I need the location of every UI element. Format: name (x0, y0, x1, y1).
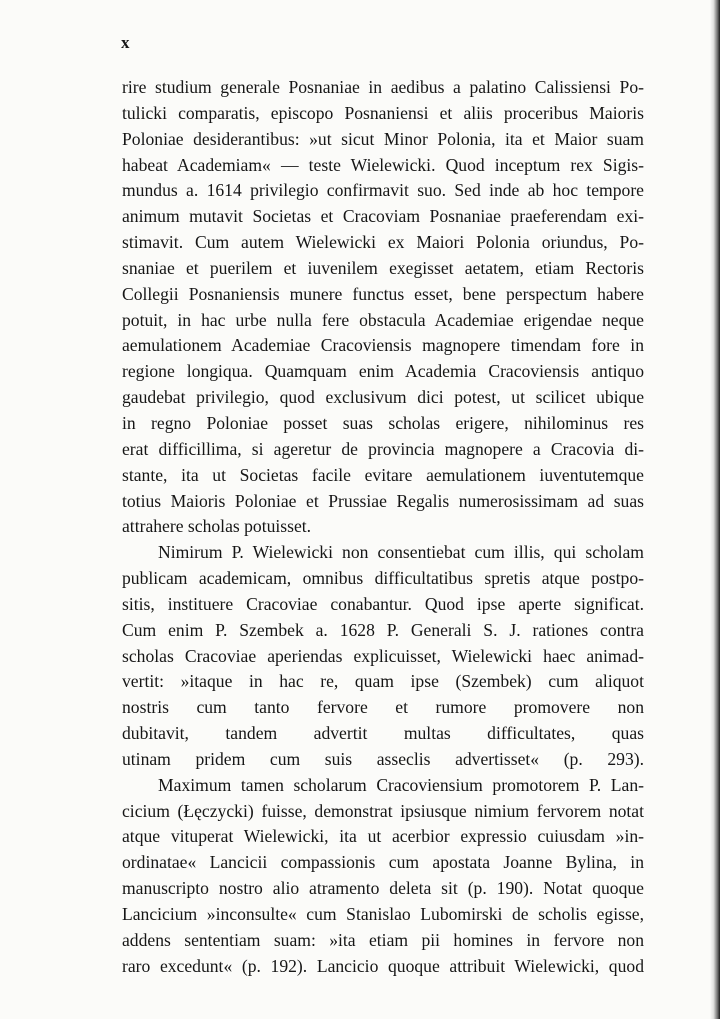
text-line: sitis, instituere Cracoviae conabantur. Quod ipse aperte significat. (122, 593, 644, 614)
text-line: ordinatae« Lancicii compassionis cum apostata Joanne Bylina, in (122, 852, 644, 873)
text-line: manuscripto nostro alio atramento deleta sit (p. 190). Notat quoque (122, 878, 644, 899)
text-line: nostris cum tanto fervore et rumore promovere non (122, 697, 644, 718)
text-line: mundus a. 1614 privilegio confirmavit suo. Sed inde ab hoc tempore (122, 180, 644, 201)
text-line: Poloniae desiderantibus: »ut sicut Minor Polonia, ita et Maior suam (122, 128, 644, 149)
page-number: x (121, 33, 131, 52)
paragraph-end-line: utinam pridem cum suis asseclis advertisset« (p. 293). (122, 748, 644, 769)
text-line: totius Maioris Poloniae et Prussiae Regalis numerosissimam ad suas (122, 490, 644, 511)
text-line: potuit, in hac urbe nulla fere obstacula Academiae erigendae neque (122, 309, 644, 330)
text-line: regione longiqua. Quamquam enim Academia Cracoviensis antiquo (122, 361, 644, 382)
text-line: snaniae et puerilem et iuvenilem exegisset aetatem, etiam Rectoris (122, 257, 644, 278)
text-line: raro excedunt« (p. 192). Lancicio quoque attribuit Wielewicki, quod (122, 955, 644, 976)
text-line: rire studium generale Posnaniae in aedibus a palatino Calissiensi Po- (122, 77, 644, 97)
paragraph-first-line: Maximum tamen scholarum Cracoviensium promotorem P. Lan- (158, 774, 644, 795)
text-line: animum mutavit Societas et Cracoviam Posnaniae praeferendam exi- (122, 206, 644, 227)
text-line: Lancicium »inconsulte« cum Stanislao Lubomirski de scholis egisse, (122, 904, 644, 924)
text-line: in regno Poloniae posset suas scholas erigere, nihilominus res (122, 412, 644, 433)
paragraph-end-line: attrahere scholas potuisset. (122, 516, 312, 537)
text-line: publicam academicam, omnibus difficultatibus spretis atque postpo- (122, 568, 644, 589)
text-line: atque vituperat Wielewicki, ita ut acerbior expressio cuiusdam »in- (122, 826, 644, 847)
text-line: addens sententiam suam: »ita etiam pii homines in fervore non (122, 929, 644, 950)
text-line: Collegii Posnaniensis munere functus esset, bene perspectum habere (122, 283, 644, 304)
text-line: scholas Cracoviae aperiendas explicuisset, Wielewicki haec animad- (122, 645, 644, 666)
text-line: vertit: »itaque in hac re, quam ipse (Szembek) cum aliquot (122, 671, 644, 692)
page-edge-shadow (710, 0, 720, 1019)
text-line: tulicki comparatis, episcopo Posnaniensi et aliis proceribus Maioris (122, 102, 644, 123)
paragraph-first-line: Nimirum P. Wielewicki non consentiebat cum illis, qui scholam (158, 542, 644, 563)
text-line: habeat Academiam« — teste Wielewicki. Quod inceptum rex Sigis- (122, 154, 644, 175)
text-line: dubitavit, tandem advertit multas difficultates, quas (122, 723, 644, 744)
text-line: erat difficillima, si ageretur de provincia magnopere a Cracovia di- (122, 438, 644, 459)
text-line: stimavit. Cum autem Wielewicki ex Maiori Polonia oriundus, Po- (122, 232, 644, 253)
body-text (122, 75, 644, 980)
text-line: cicium (Łęczycki) fuisse, demonstrat ipsiusque nimium fervorem notat (122, 800, 644, 821)
text-line: Cum enim P. Szembek a. 1628 P. Generali S. J. rationes contra (122, 619, 644, 640)
text-line: stante, ita ut Societas facile evitare aemulationem iuventutemque (122, 464, 644, 485)
text-line: gaudebat privilegio, quod exclusivum dici potest, ut scilicet ubique (122, 387, 644, 408)
text-line: aemulationem Academiae Cracoviensis magnopere timendam fore in (122, 335, 644, 356)
